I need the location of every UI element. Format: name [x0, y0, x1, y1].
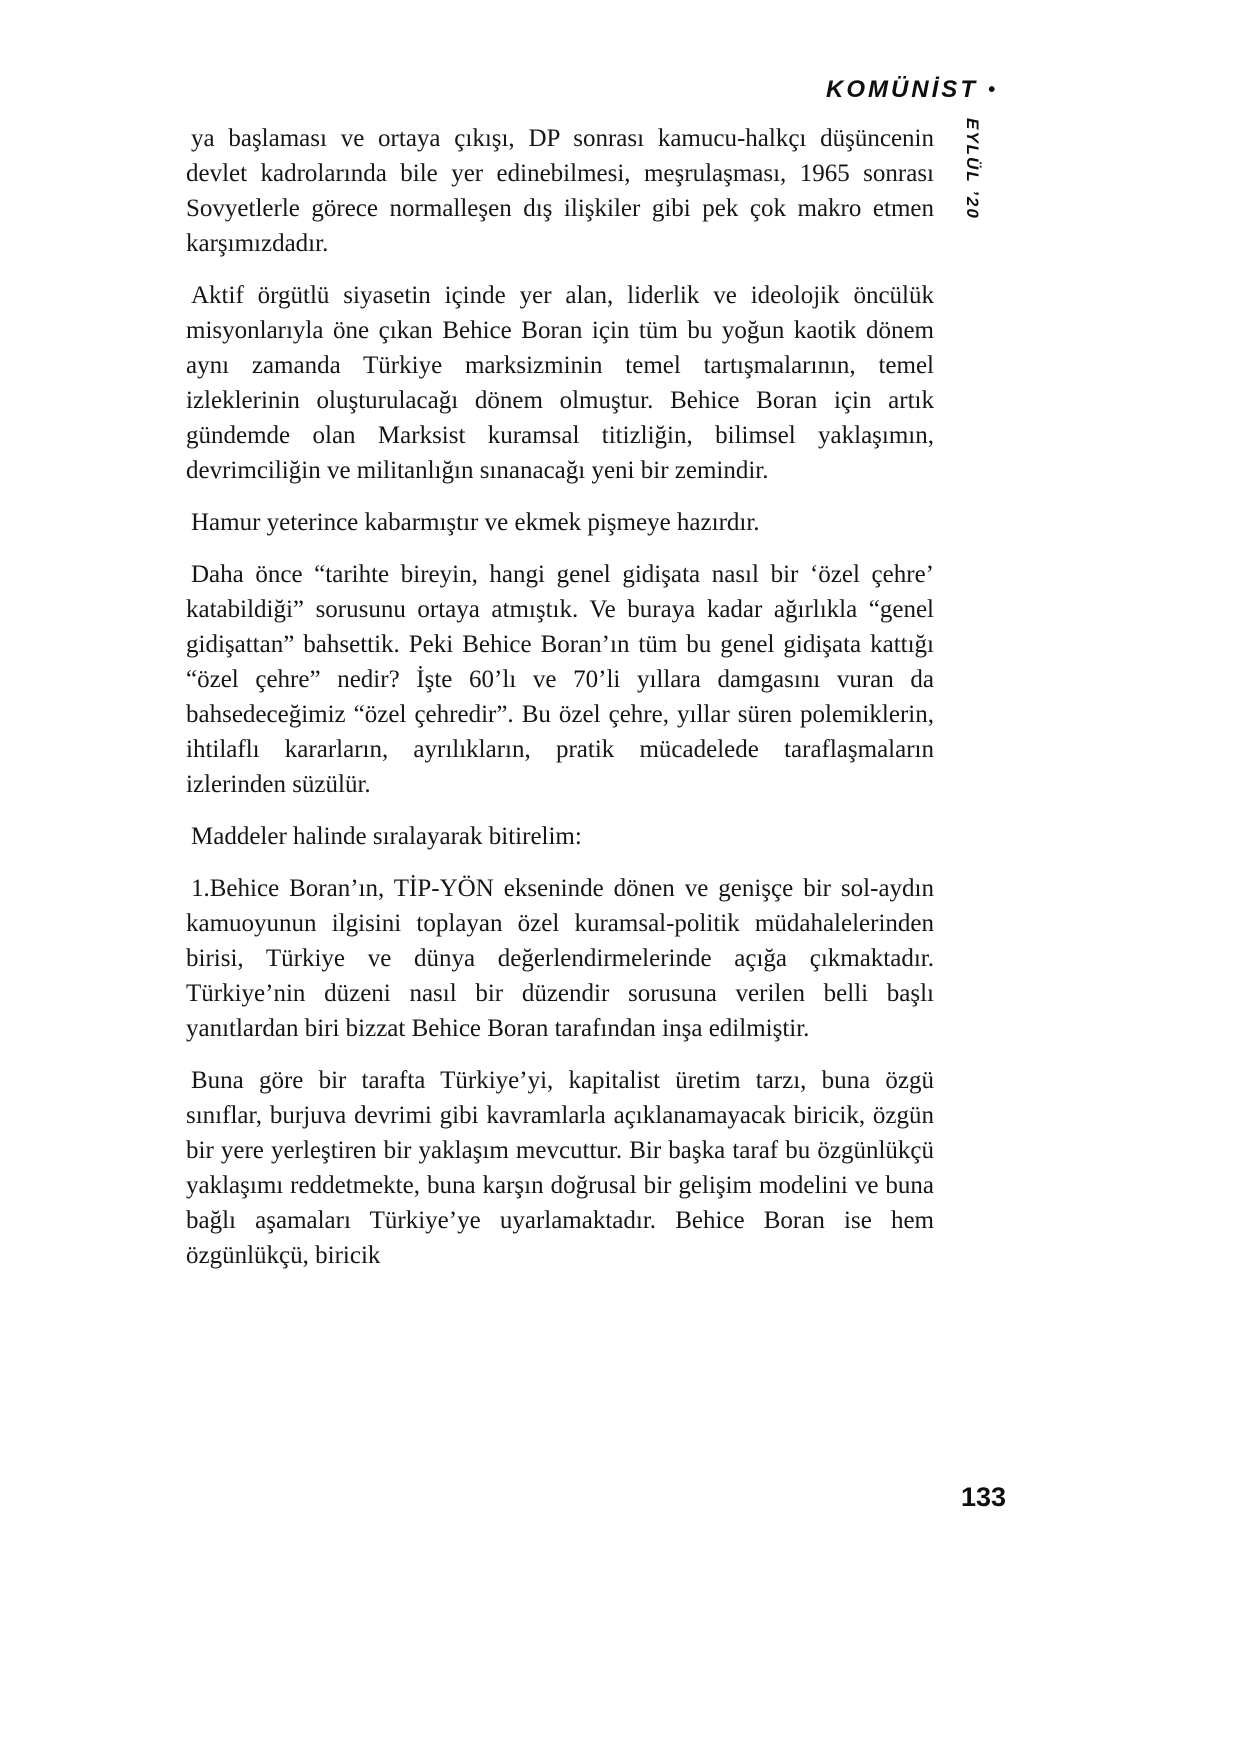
- paragraph: 1.Behice Boran’ın, TİP-YÖN ekseninde dönen ve genişçe bir sol-aydın kamuoyunun ilgisini toplayan özel kuramsal-politik müdahalelerinden birisi, Türkiye ve dünya değerlendirmelerinde açığa çıkmaktadır. Türkiye’nin düzeni nasıl bir düzendir sorusuna verilen belli başlı yanıtlardan biri bizzat Behice Boran tarafından inşa edilmiştir.: [186, 875, 934, 1042]
- paragraph: ya başlaması ve ortaya çıkışı, DP sonrası kamucu-halkçı düşüncenin devlet kadrolarında bile yer edinebilmesi, meşrulaşması, 1965 sonrası Sovyetlerle görece normalleşen dış ilişkiler gibi pek çok makro etmen karşımızdadır.: [186, 125, 934, 257]
- paragraph: Hamur yeterince kabarmıştır ve ekmek pişmeye hazırdır.: [191, 509, 760, 536]
- paragraph: Daha önce “tarihte bireyin, hangi genel gidişata nasıl bir ‘özel çehre’ katabildiği” sorusunu ortaya atmıştık. Ve buraya kadar ağırlıkla “genel gidişattan” bahsettik. Peki Behice Boran’ın tüm bu genel gidişata kattığı “özel çehre” nedir? İşte 60’lı ve 70’li yıllara damgasını vuran da bahsedeceğimiz “özel çehredir”. Bu özel çehre, yıllar süren polemiklerin, ihtilaflı kararların, ayrılıkların, pratik mücadelede taraflaşmaların izlerinden süzülür.: [186, 561, 934, 798]
- body-text: [186, 121, 934, 1290]
- paragraph: Buna göre bir tarafta Türkiye’yi, kapitalist üretim tarzı, buna özgü sınıflar, burjuva devrimi gibi kavramlarla açıklanamayacak biricik, özgün bir yere yerleştiren bir yaklaşım mevcuttur. Bir başka taraf bu özgünlükçü yaklaşımı reddetmekte, buna karşın doğrusal bir gelişim modelini ve buna bağlı aşamaları Türkiye’ye uyarlamaktadır. Behice Boran ise hem özgünlükçü, biricik: [186, 1067, 934, 1269]
- page-number: 133: [961, 1482, 1007, 1512]
- paragraph: Maddeler halinde sıralayarak bitirelim:: [191, 823, 582, 850]
- header-bullet-icon: •: [987, 79, 995, 101]
- issue-date-vertical-label: EYLÜL ’20: [963, 118, 982, 220]
- paragraph: Aktif örgütlü siyasetin içinde yer alan, liderlik ve ideolojik öncülük misyonlarıyla öne çıkan Behice Boran için tüm bu yoğun kaotik dönem aynı zamanda Türkiye marksizminin temel tartışmalarının, temel izleklerinin oluşturulacağı dönem olmuştur. Behice Boran için artık gündemde olan Marksist kuramsal titizliğin, bilimsel yaklaşımın, devrimciliğin ve militanlığın sınanacağı yeni bir zemindir.: [186, 282, 934, 484]
- running-header: [826, 76, 995, 104]
- journal-title: KOMÜNİST: [825, 76, 978, 103]
